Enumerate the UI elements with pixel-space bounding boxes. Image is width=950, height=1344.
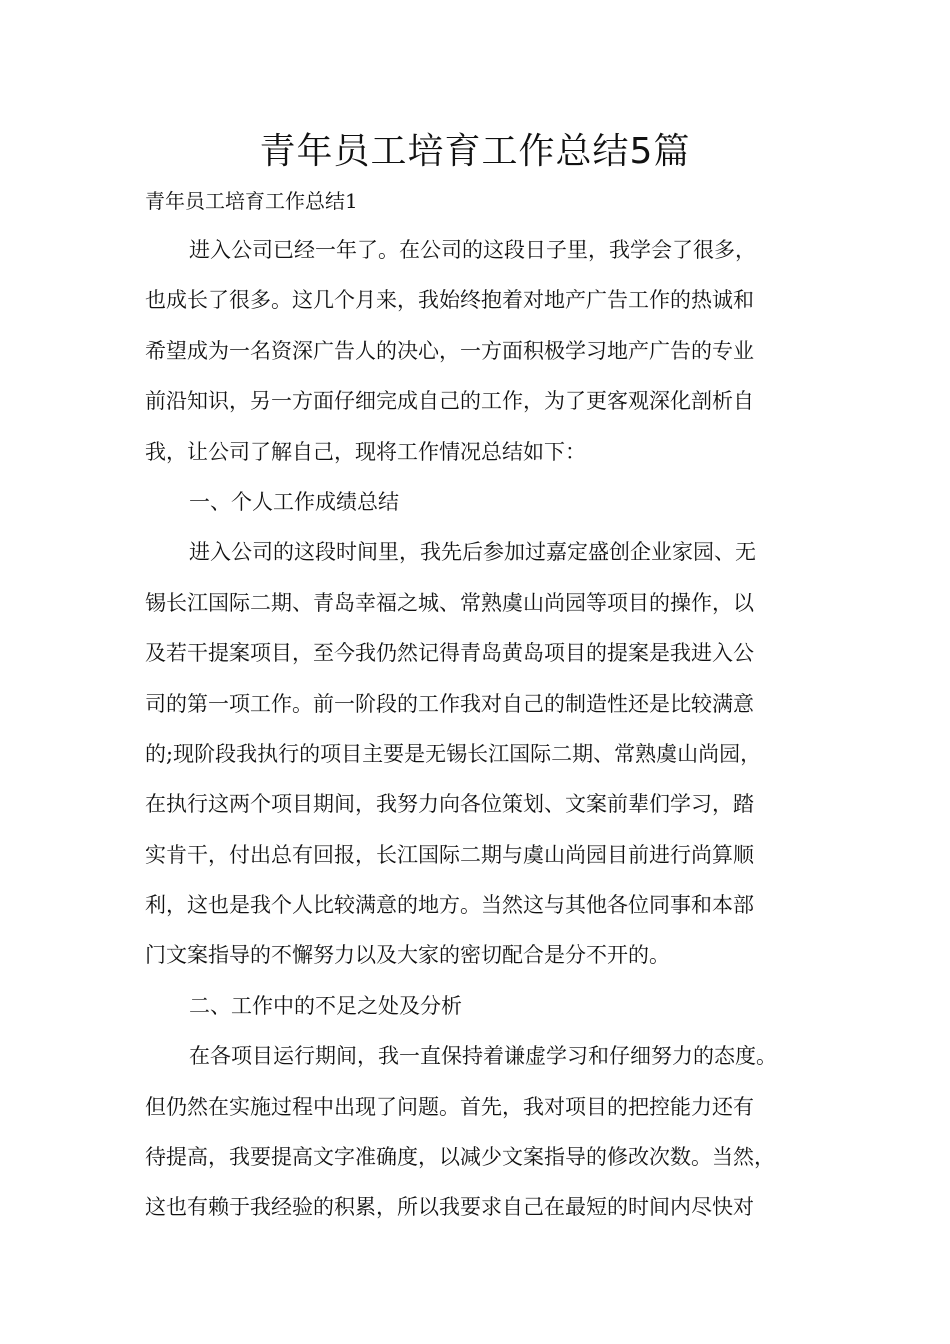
text-line: 进入公司已经一年了。在公司的这段日子里，我学会了很多， — [189, 238, 756, 262]
text-line: 这也有赖于我经验的积累，所以我要求自己在最短的时间内尽快对 — [145, 1195, 754, 1220]
text-line: 实肯干，付出总有回报，长江国际二期与虞山尚园目前进行尚算顺 — [145, 842, 754, 867]
text-line: 但仍然在实施过程中出现了问题。首先，我对项目的把控能力还有 — [145, 1094, 754, 1119]
text-line: 锡长江国际二期、青岛幸福之城、常熟虞山尚园等项目的操作，以 — [145, 590, 754, 615]
section-subtitle: 青年员工培育工作总结1 — [145, 189, 358, 213]
text-line: 进入公司的这段时间里，我先后参加过嘉定盛创企业家园、无 — [189, 540, 756, 565]
text-line: 在执行这两个项目期间，我努力向各位策划、文案前辈们学习，踏 — [145, 792, 754, 817]
document-title: 青年员工培育工作总结5篇 — [259, 131, 691, 172]
body-text — [145, 233, 825, 1241]
text-line: 门文案指导的不懈努力以及大家的密切配合是分不开的。 — [145, 943, 670, 968]
text-line: 在各项目运行期间，我一直保持着谦虚学习和仔细努力的态度。 — [189, 1044, 777, 1069]
text-line: 的;现阶段我执行的项目主要是无锡长江国际二期、常熟虞山尚园， — [145, 741, 762, 766]
text-line: 司的第一项工作。前一阶段的工作我对自己的制造性还是比较满意 — [145, 691, 754, 716]
text-line: 二、工作中的不足之处及分析 — [189, 993, 462, 1018]
text-line: 前沿知识，另一方面仔细完成自己的工作，为了更客观深化剖析自 — [145, 389, 754, 414]
text-line: 及若干提案项目，至今我仍然记得青岛黄岛项目的提案是我进入公 — [145, 641, 754, 666]
text-line: 利，这也是我个人比较满意的地方。当然这与其他各位同事和本部 — [145, 893, 754, 918]
text-line: 希望成为一名资深广告人的决心，一方面积极学习地产广告的专业 — [145, 338, 754, 363]
text-line: 待提高，我要提高文字准确度，以减少文案指导的修改次数。当然， — [145, 1145, 775, 1170]
text-line: 也成长了很多。这几个月来，我始终抱着对地产广告工作的热诚和 — [145, 288, 754, 313]
text-line: 一、个人工作成绩总结 — [189, 489, 399, 514]
text-line: 我，让公司了解自己，现将工作情况总结如下： — [145, 439, 586, 464]
